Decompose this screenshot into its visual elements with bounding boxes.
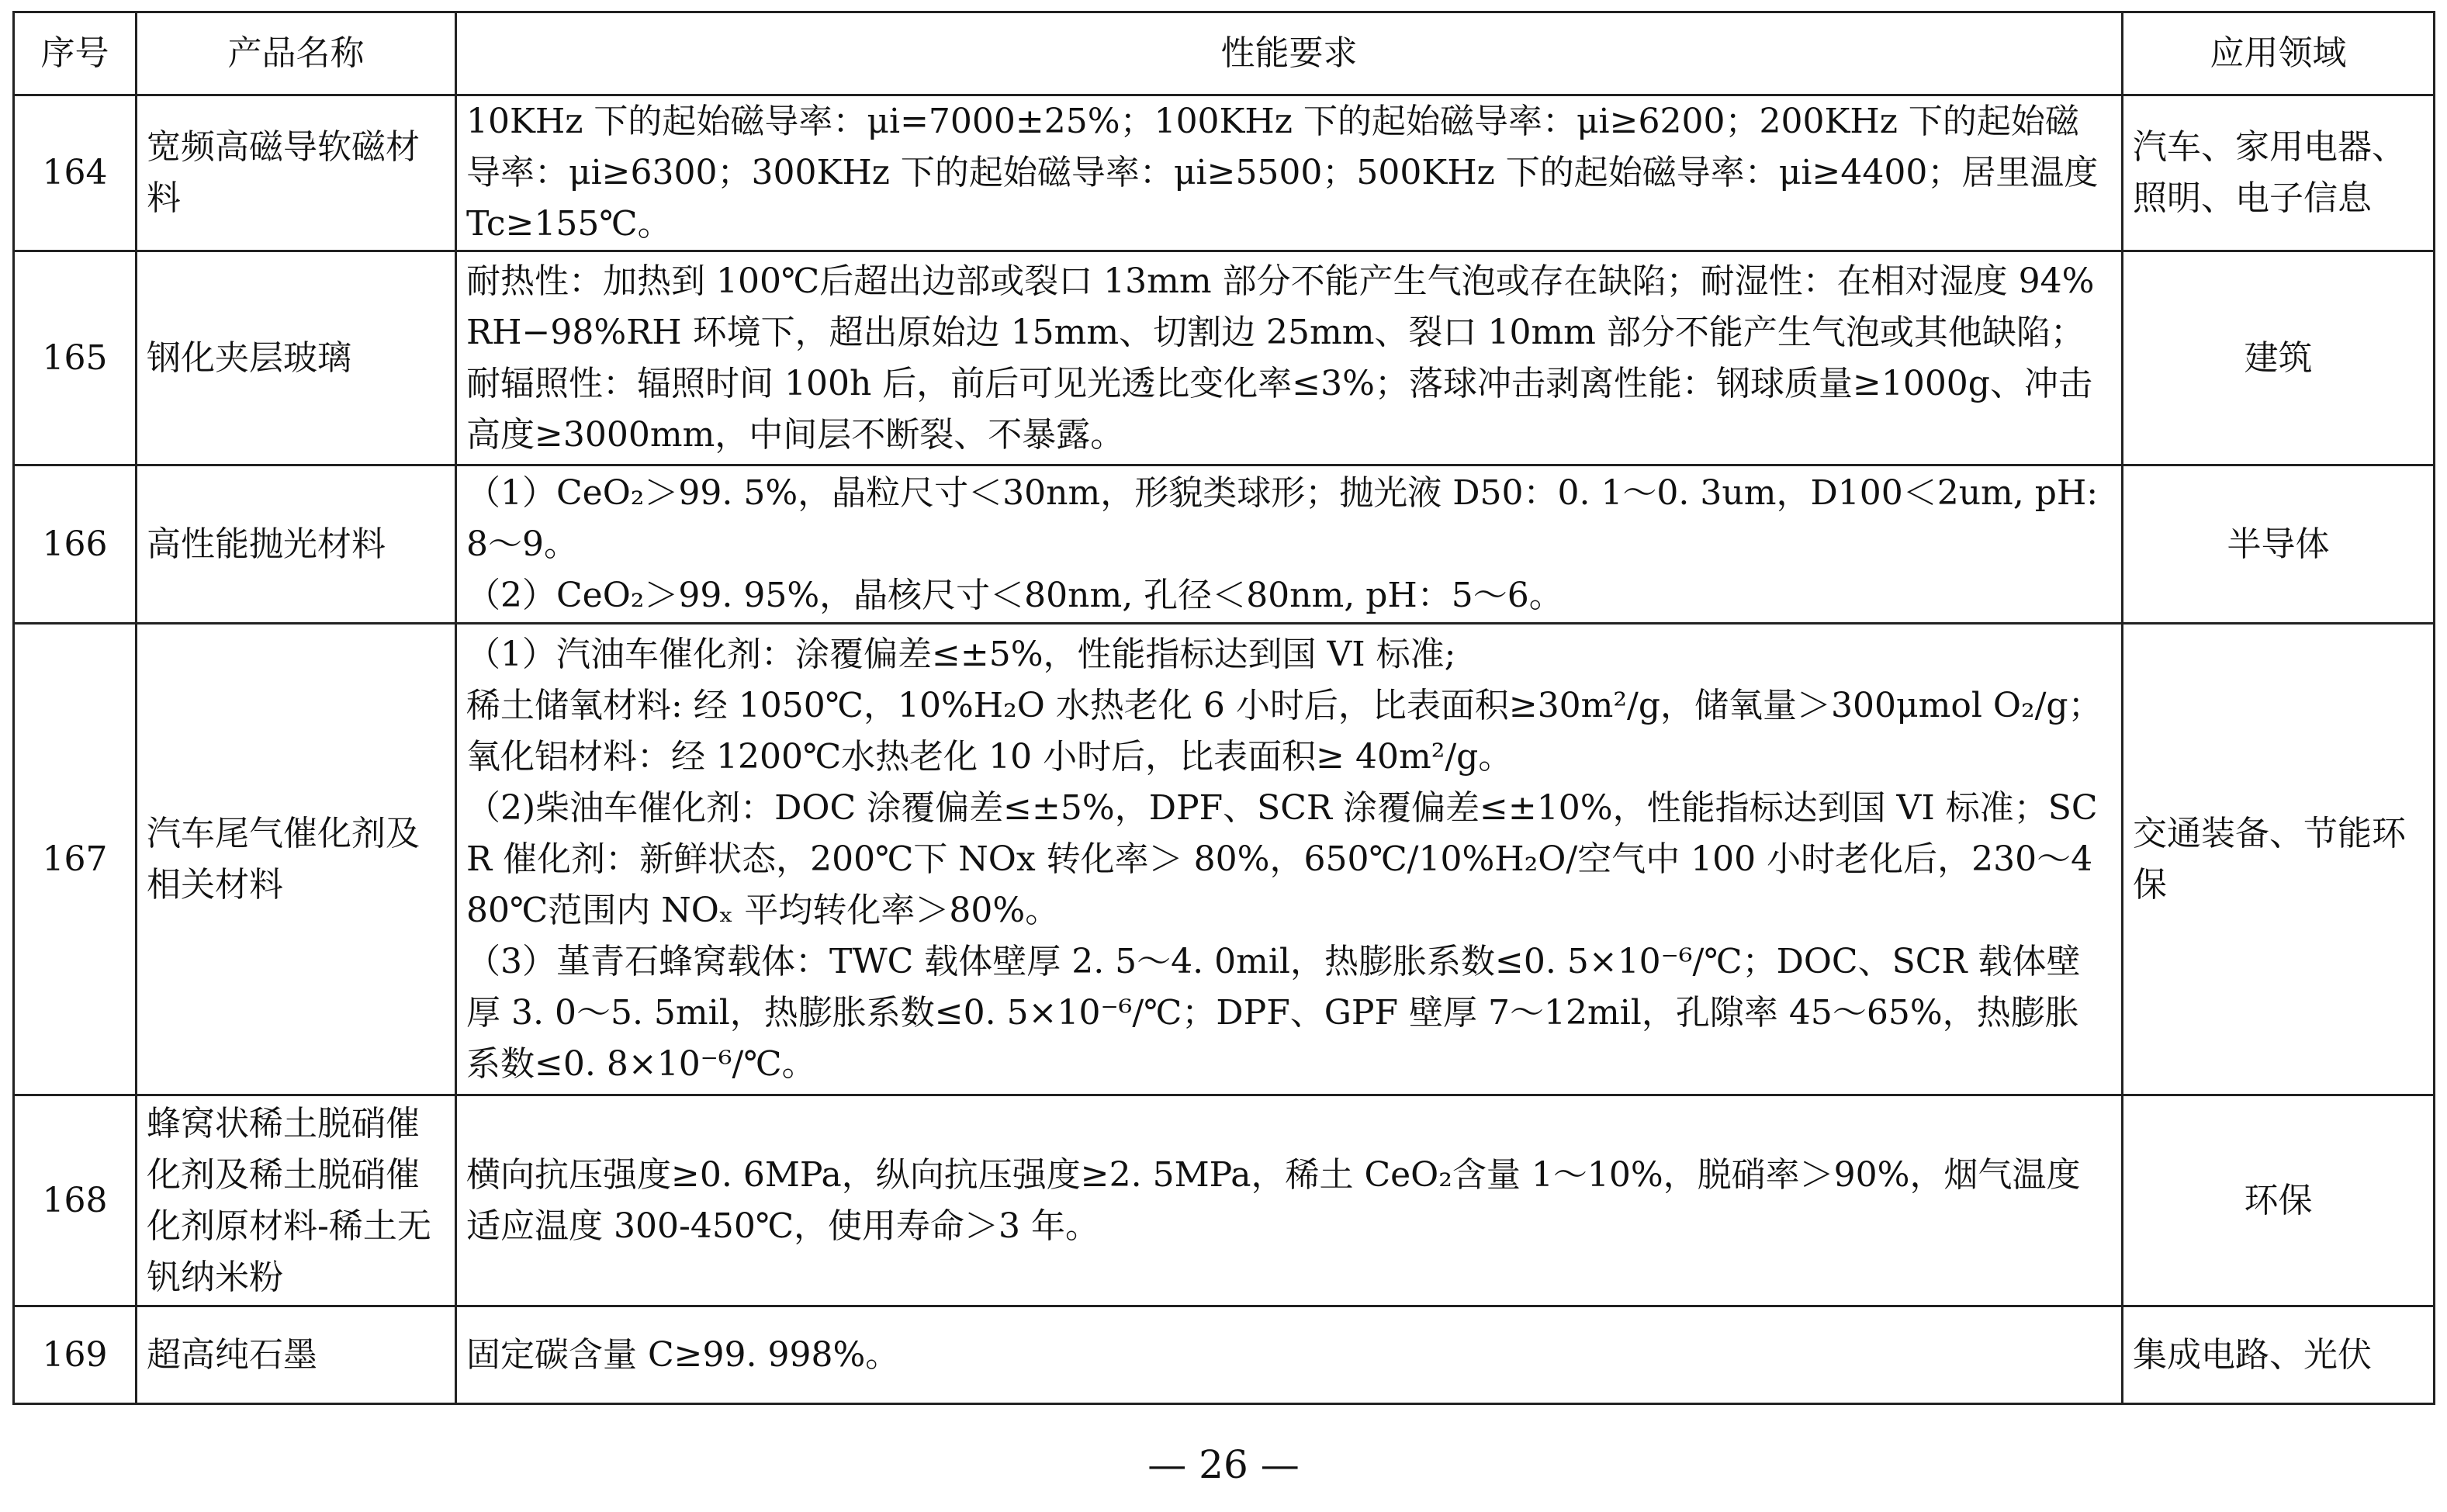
table-row (14, 1306, 2435, 1404)
performance-requirements (456, 251, 2123, 465)
performance-line: 横向抗压强度≥0. 6MPa，纵向抗压强度≥2. 5MPa，稀土 CeO₂含量 1～10%，脱硝率＞90%，烟气温度适应温度 300-450℃，使用寿命＞3 年。 (466, 1154, 2081, 1246)
application-field: 汽车、家用电器、照明、电子信息 (2123, 95, 2435, 251)
header-application-field: 应用领域 (2123, 12, 2435, 95)
application-field: 半导体 (2123, 465, 2435, 624)
performance-line: （1）汽油车催化剂：涂覆偏差≤±5%，性能指标达到国 VI 标准; (466, 634, 1456, 674)
header-product-name: 产品名称 (137, 12, 456, 95)
header-serial-no: 序号 (14, 12, 137, 95)
table-row (14, 251, 2435, 465)
product-name: 宽频高磁导软磁材料 (137, 95, 456, 251)
performance-line: （2）CeO₂＞99. 95%，晶核尺寸＜80nm, 孔径＜80nm, pH：5～6。 (466, 575, 1563, 615)
performance-line: （3）堇青石蜂窝载体：TWC 载体壁厚 2. 5～4. 0mil，热膨胀系数≤0. 5×10⁻⁶/℃；DOC、SCR 载体壁厚 3. 0～5. 5mil，热膨胀系数≤0. 5×10⁻⁶/℃；DPF、GPF 壁厚 7～12mil，孔隙率 45～65%，热膨胀系数≤0. 8×10⁻⁶/℃。 (466, 941, 2081, 1084)
header-performance: 性能要求 (456, 12, 2123, 95)
performance-line: （2)柴油车催化剂：DOC 涂覆偏差≤±5%，DPF、SCR 涂覆偏差≤±10%，性能指标达到国 VI 标准；SCR 催化剂：新鲜状态，200℃下 NOx 转化率＞ 80%，650℃/10%H₂O/空气中 100 小时老化后，230～480℃范围内 NOₓ 平均转化率＞80%。 (466, 787, 2098, 930)
performance-line: 10KHz 下的起始磁导率：μi=7000±25%；100KHz 下的起始磁导率：μi≥6200；200KHz 下的起始磁导率：μi≥6300；300KHz 下的起始磁导率：μi≥5500；500KHz 下的起始磁导率：μi≥4400；居里温度 Tc≥155℃。 (466, 102, 2099, 244)
performance-line: 固定碳含量 C≥99. 998%。 (466, 1334, 900, 1375)
application-field: 建筑 (2123, 251, 2435, 465)
serial-no: 165 (14, 251, 137, 465)
page-number: — 26 — (1147, 1442, 1300, 1487)
serial-no: 169 (14, 1306, 137, 1404)
serial-no: 168 (14, 1095, 137, 1306)
product-table (12, 11, 2435, 1405)
application-field: 环保 (2123, 1095, 2435, 1306)
serial-no: 167 (14, 624, 137, 1095)
performance-requirements (456, 1306, 2123, 1404)
application-field: 交通装备、节能环保 (2123, 624, 2435, 1095)
table-row (14, 624, 2435, 1095)
application-field: 集成电路、光伏 (2123, 1306, 2435, 1404)
product-name: 蜂窝状稀土脱硝催化剂及稀土脱硝催化剂原材料-稀土无钒纳米粉 (137, 1095, 456, 1306)
table-row (14, 1095, 2435, 1306)
performance-requirements (456, 1095, 2123, 1306)
table-row (14, 465, 2435, 624)
product-name: 高性能抛光材料 (137, 465, 456, 624)
performance-line: （1）CeO₂＞99. 5%，晶粒尺寸＜30nm，形貌类球形；抛光液 D50：0. 1～0. 3um，D100＜2um, pH: 8～9。 (466, 472, 2099, 564)
performance-requirements (456, 624, 2123, 1095)
serial-no: 166 (14, 465, 137, 624)
serial-no: 164 (14, 95, 137, 251)
performance-line: 氧化铝材料：经 1200℃水热老化 10 小时后，比表面积≥ 40m²/g。 (466, 736, 1513, 777)
table-header-row (14, 12, 2435, 95)
table-row (14, 95, 2435, 251)
performance-requirements (456, 95, 2123, 251)
product-name: 汽车尾气催化剂及相关材料 (137, 624, 456, 1095)
performance-line: 耐热性：加热到 100℃后超出边部或裂口 13mm 部分不能产生气泡或存在缺陷；耐湿性：在相对湿度 94%RH−98%RH 环境下，超出原始边 15mm、切割边 25mm、裂口 10mm 部分不能产生气泡或其他缺陷；耐辐照性：辐照时间 100h 后，前后可见光透比变化率≤3%；落球冲击剥离性能：钢球质量≥1000g、冲击高度≥3000mm，中间层不断裂、不暴露。 (466, 261, 2095, 455)
performance-requirements (456, 465, 2123, 624)
product-name: 超高纯石墨 (137, 1306, 456, 1404)
product-name: 钢化夹层玻璃 (137, 251, 456, 465)
performance-line: 稀土储氧材料: 经 1050℃，10%H₂O 水热老化 6 小时后，比表面积≥30m²/g，储氧量＞300μmol O₂/g； (466, 685, 2103, 725)
